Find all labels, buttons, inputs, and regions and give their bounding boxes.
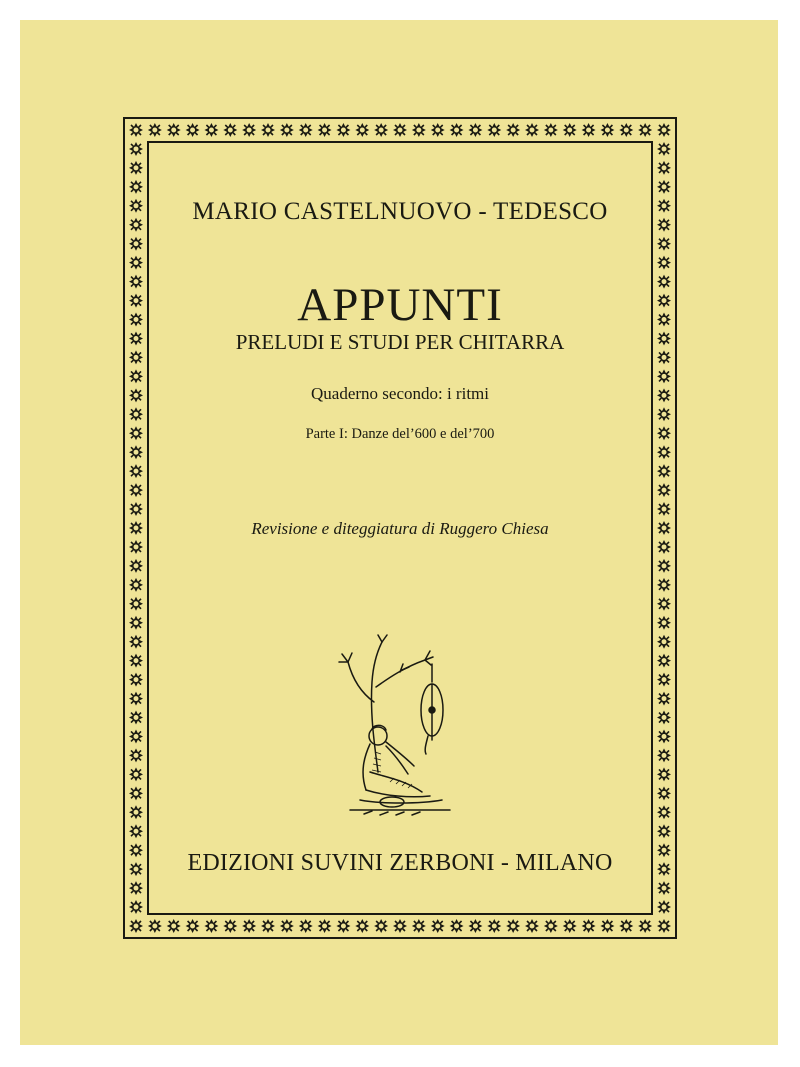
border-ornament — [657, 597, 671, 611]
border-ornament — [544, 919, 558, 933]
border-ornament — [657, 369, 671, 383]
border-ornament — [261, 123, 275, 137]
border-ornament — [657, 692, 671, 706]
border-ornament — [129, 635, 143, 649]
border-ornament — [374, 123, 388, 137]
border-ornament — [487, 123, 501, 137]
border-ornament — [431, 919, 445, 933]
border-ornament — [657, 161, 671, 175]
border-ornament — [129, 540, 143, 554]
border-ornament — [374, 919, 388, 933]
border-ornament — [657, 635, 671, 649]
border-ornament — [129, 654, 143, 668]
border-ornament — [355, 919, 369, 933]
border-ornament — [657, 786, 671, 800]
border-ornament — [657, 445, 671, 459]
border-ornament — [600, 919, 614, 933]
border-ornament — [129, 559, 143, 573]
border-ornament — [638, 123, 652, 137]
border-ornament — [657, 748, 671, 762]
border-ornament — [280, 123, 294, 137]
border-ornament — [657, 711, 671, 725]
border-ornament — [412, 123, 426, 137]
border-ornament — [223, 123, 237, 137]
border-ornament — [657, 805, 671, 819]
border-ornament — [393, 919, 407, 933]
border-ornament — [336, 123, 350, 137]
border-ornament — [261, 919, 275, 933]
border-ornament — [336, 919, 350, 933]
border-ornament — [318, 919, 332, 933]
border-ornament — [468, 919, 482, 933]
border-ornament — [657, 881, 671, 895]
border-ornament — [657, 673, 671, 687]
publisher-name: EDIZIONI SUVINI ZERBONI - MILANO — [187, 850, 613, 876]
border-ornament — [129, 237, 143, 251]
border-ornament — [148, 919, 162, 933]
border-ornament — [450, 123, 464, 137]
border-ornament — [450, 919, 464, 933]
border-ornament — [468, 123, 482, 137]
border-ornament — [582, 919, 596, 933]
border-ornament — [223, 919, 237, 933]
border-ornament — [657, 502, 671, 516]
border-ornament — [129, 180, 143, 194]
border-ornament — [638, 919, 652, 933]
border-ornament — [129, 919, 143, 933]
border-ornament — [129, 767, 143, 781]
border-ornament — [657, 616, 671, 630]
border-ornament — [242, 919, 256, 933]
border-ornament — [204, 123, 218, 137]
border-ornament — [167, 123, 181, 137]
border-ornament — [129, 786, 143, 800]
border-ornament — [525, 123, 539, 137]
lute-player-illustration-icon — [330, 632, 470, 822]
border-ornament — [657, 824, 671, 838]
border-ornament — [657, 237, 671, 251]
border-ornament — [167, 919, 181, 933]
border-ornament — [582, 123, 596, 137]
border-ornament — [129, 616, 143, 630]
border-ornament — [129, 369, 143, 383]
work-title: APPUNTI — [297, 279, 503, 331]
border-ornament — [129, 711, 143, 725]
border-ornament — [487, 919, 501, 933]
border-ornament — [129, 597, 143, 611]
border-ornament — [657, 256, 671, 270]
part-label: Parte I: Danze del’600 e del’700 — [305, 426, 495, 442]
border-ornament — [355, 123, 369, 137]
border-ornament — [657, 578, 671, 592]
border-ornament — [129, 824, 143, 838]
border-ornament — [129, 881, 143, 895]
border-ornament — [129, 578, 143, 592]
border-ornament — [619, 919, 633, 933]
border-ornament — [129, 673, 143, 687]
border-ornament — [393, 123, 407, 137]
border-ornament — [148, 123, 162, 137]
border-ornament — [506, 919, 520, 933]
border-ornament — [299, 919, 313, 933]
border-ornament — [129, 805, 143, 819]
border-ornament — [657, 654, 671, 668]
border-ornament — [129, 142, 143, 156]
border-ornament — [129, 161, 143, 175]
border-ornament — [186, 123, 200, 137]
border-ornament — [657, 729, 671, 743]
border-ornament — [129, 483, 143, 497]
border-ornament — [525, 919, 539, 933]
border-ornament — [129, 729, 143, 743]
border-ornament — [129, 464, 143, 478]
border-ornament — [280, 919, 294, 933]
border-ornament — [129, 407, 143, 421]
border-ornament — [129, 748, 143, 762]
editor-credit: Revisione e diteggiatura di Ruggero Chiesa — [251, 519, 549, 538]
border-ornament — [657, 540, 671, 554]
border-ornament — [129, 256, 143, 270]
border-ornament — [412, 919, 426, 933]
border-ornament — [544, 123, 558, 137]
volume-label: Quaderno secondo: i ritmi — [311, 384, 489, 403]
border-ornament — [657, 123, 671, 137]
border-ornament — [129, 123, 143, 137]
border-ornament — [563, 919, 577, 933]
border-ornament — [204, 919, 218, 933]
border-ornament — [318, 123, 332, 137]
composer-name: MARIO CASTELNUOVO - TEDESCO — [192, 198, 608, 225]
border-ornament — [657, 407, 671, 421]
border-ornament — [657, 483, 671, 497]
border-ornament — [129, 502, 143, 516]
border-ornament — [657, 180, 671, 194]
border-ornament — [600, 123, 614, 137]
border-ornament — [657, 559, 671, 573]
border-ornament — [186, 919, 200, 933]
border-ornament — [242, 123, 256, 137]
border-ornament — [129, 445, 143, 459]
border-ornament — [619, 123, 633, 137]
border-ornament — [299, 123, 313, 137]
border-ornament — [129, 900, 143, 914]
border-ornament — [129, 692, 143, 706]
border-ornament — [657, 464, 671, 478]
border-ornament — [657, 900, 671, 914]
border-ornament — [657, 919, 671, 933]
border-ornament — [431, 123, 445, 137]
border-ornament — [563, 123, 577, 137]
border-ornament — [657, 767, 671, 781]
work-subtitle: PRELUDI E STUDI PER CHITARRA — [235, 330, 565, 354]
border-ornament — [506, 123, 520, 137]
border-ornament — [657, 142, 671, 156]
